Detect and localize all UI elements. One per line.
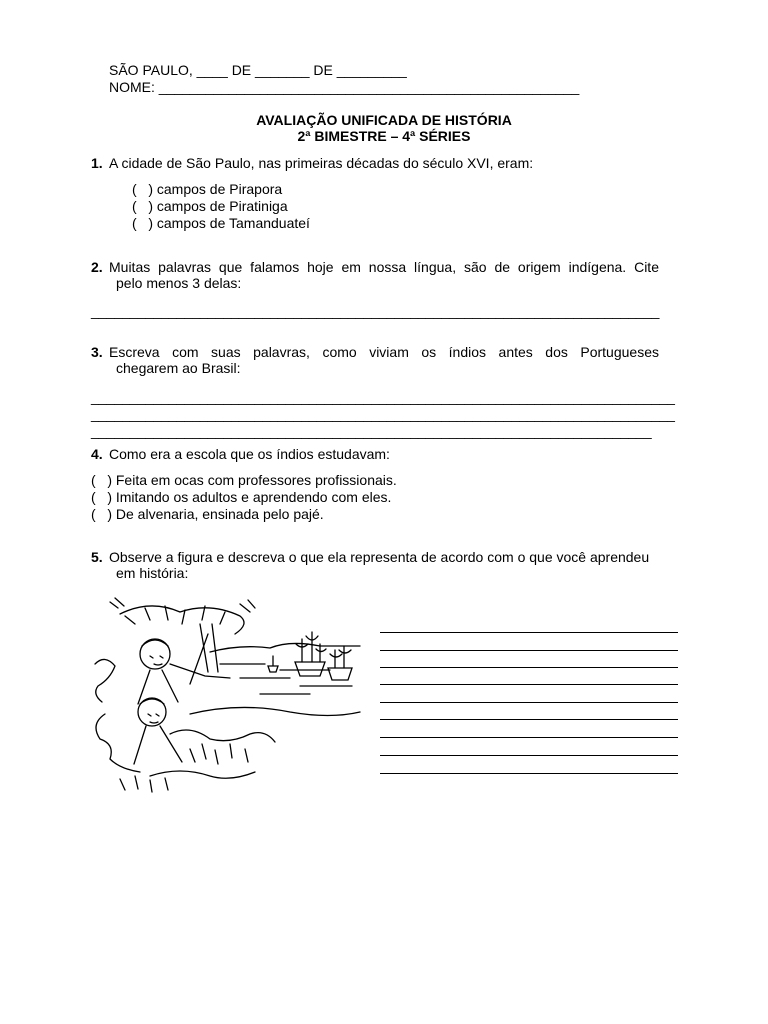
question-4-option: ( ) Imitando os adultos e aprendendo com eles. xyxy=(91,489,392,505)
question-1-option: ( ) campos de Pirapora xyxy=(132,181,283,197)
question-3-text: Escreva com suas palavras, como viviam os índios antes dos Portugueses xyxy=(109,344,659,360)
question-4-number: 4. xyxy=(91,446,103,462)
indigenous-boys-watching-portuguese-ships-illustration xyxy=(90,594,370,794)
exam-subtitle: 2ª BIMESTRE – 4ª SÉRIES xyxy=(297,128,471,144)
question-1-number: 1. xyxy=(91,155,103,171)
question-5-answer-rule xyxy=(380,632,678,633)
date-line: SÃO PAULO, ____ DE _______ DE _________ xyxy=(109,62,407,78)
name-line: NOME: ______________________________________________________ xyxy=(109,79,580,95)
question-4-option: ( ) Feita em ocas com professores profissionais. xyxy=(91,472,397,488)
question-2-text-continued: pelo menos 3 delas: xyxy=(116,275,242,291)
question-2-number: 2. xyxy=(91,259,103,275)
question-5-answer-rule xyxy=(380,737,678,738)
question-5-answer-rule xyxy=(380,773,678,774)
question-5-answer-rule xyxy=(380,667,678,668)
question-3-answer-line: ________________________________________________________________________ xyxy=(91,423,652,439)
question-4-option: ( ) De alvenaria, ensinada pelo pajé. xyxy=(91,506,324,522)
question-5-answer-rule xyxy=(380,650,678,651)
question-5-text: Observe a figura e descreva o que ela representa de acordo com o que você aprendeu xyxy=(109,549,650,565)
question-4-text: Como era a escola que os índios estudavam: xyxy=(109,446,390,462)
question-5-text-continued: em história: xyxy=(116,565,189,581)
question-2-answer-line: _________________________________________________________________________ xyxy=(91,303,660,319)
question-5-number: 5. xyxy=(91,549,103,565)
question-3-text-continued: chegarem ao Brasil: xyxy=(116,360,241,376)
question-3-number: 3. xyxy=(91,344,103,360)
exam-title: AVALIAÇÃO UNIFICADA DE HISTÓRIA xyxy=(256,112,512,128)
question-5-answer-rule xyxy=(380,755,678,756)
question-5-answer-rule xyxy=(380,702,678,703)
question-3-answer-line: ___________________________________________________________________________ xyxy=(91,389,675,405)
question-1-text: A cidade de São Paulo, nas primeiras décadas do século XVI, eram: xyxy=(109,155,534,171)
question-3-answer-line: ___________________________________________________________________________ xyxy=(91,406,675,422)
question-5-answer-rule xyxy=(380,684,678,685)
question-5-answer-rule xyxy=(380,719,678,720)
question-1-option: ( ) campos de Tamanduateí xyxy=(132,215,310,231)
question-1-option: ( ) campos de Piratiniga xyxy=(132,198,288,214)
question-2-text: Muitas palavras que falamos hoje em nossa língua, são de origem indígena. Cite xyxy=(109,259,659,275)
